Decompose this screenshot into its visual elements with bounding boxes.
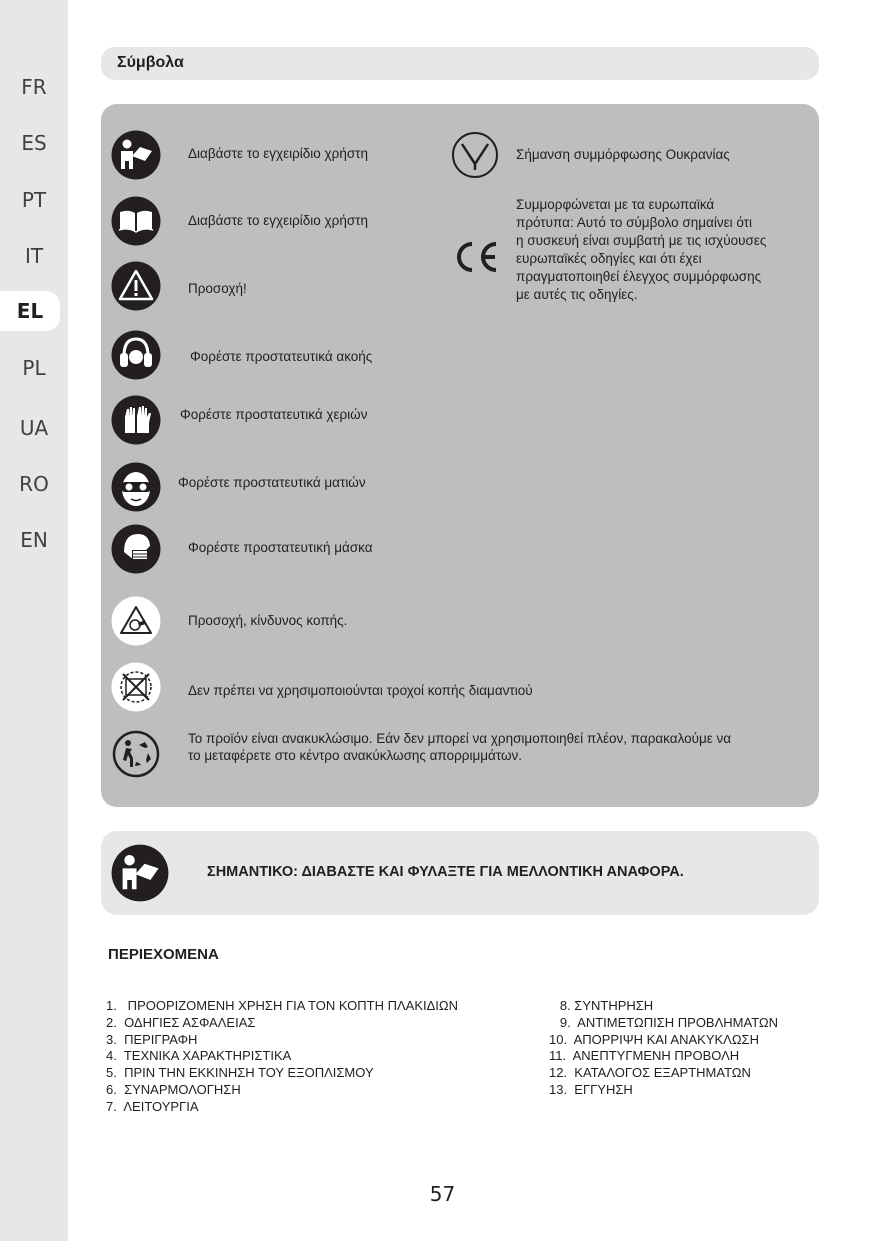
symbol-label: Φορέστε προστατευτικά ματιών [178,475,366,490]
symbol-label-line2: το μεταφέρετε στο κέντρο ανακύκλωσης απορριμμάτων. [188,748,522,763]
symbol-label: Προσοχή, κίνδυνος κοπής. [188,613,348,628]
symbol-label: Σήμανση συμμόρφωσης Ουκρανίας [516,147,730,162]
gloves-icon [111,395,161,445]
eye-protection-icon [111,462,161,512]
ear-protection-icon [111,330,161,380]
warning-triangle-icon [111,261,161,311]
contents-item[interactable]: 11. ΑΝΕΠΤΥΓΜΕΝΗ ΠΡΟΒΟΛΗ [549,1048,740,1064]
ukraine-conformity-icon [450,130,500,180]
lang-tab-pt[interactable]: PT [21,188,47,212]
lang-tab-es[interactable]: ES [21,131,47,155]
symbol-label: Διαβάστε το εγχειρίδιο χρήστη [188,146,368,161]
open-book-icon [111,196,161,246]
lang-tab-el[interactable]: EL [0,291,60,331]
symbol-label: Προσοχή! [188,281,247,296]
contents-item[interactable]: 9. ΑΝΤΙΜΕΤΩΠΙΣΗ ΠΡΟΒΛΗΜΑΤΩΝ [549,1014,779,1030]
symbol-label: Φορέστε προστατευτικά ακοής [190,349,373,364]
important-notice-text: ΣΗΜΑΝΤΙΚΟ: ΔΙΑΒΑΣΤΕ ΚΑΙ ΦΥΛΑΞΤΕ ΓΙΑ ΜΕΛΛΟΝΤΙΚΗ ΑΝΑΦΟΡΑ. [207,864,684,880]
contents-title: ΠΕΡΙΕΧΟΜΕΝΑ [108,946,219,963]
symbol-label: Δεν πρέπει να χρησιμοποιούνται τροχοί κοπής διαμαντιού [188,683,533,698]
lang-tab-pl[interactable]: PL [22,356,46,380]
no-diamond-wheel-icon [111,662,161,712]
recycle-person-icon [111,729,161,779]
lang-tab-fr[interactable]: FR [21,75,47,99]
read-manual-person-icon [111,130,161,180]
symbol-label: Φορέστε προστατευτικά χεριών [180,407,368,422]
lang-tab-it[interactable]: IT [24,244,44,268]
contents-item[interactable]: 2. ΟΔΗΓΙΕΣ ΑΣΦΑΛΕΙΑΣ [106,1014,256,1030]
contents-item[interactable]: 8. ΣΥΝΤΗΡΗΣΗ [549,998,654,1013]
read-manual-person-icon [111,844,169,902]
symbol-label: Διαβάστε το εγχειρίδιο χρήστη [188,213,368,228]
ce-description-line: πραγματοποιηθεί έλεγχος συμμόρφωσης [516,269,762,284]
language-sidebar [0,0,68,1241]
symbol-label-line1: Το προϊόν είναι ανακυκλώσιμο. Εάν δεν μπορεί να χρησιμοποιηθεί πλέον, παρακαλούμε να [188,731,732,746]
contents-item[interactable]: 10. ΑΠΟΡΡΙΨΗ ΚΑΙ ΑΝΑΚΥΚΛΩΣΗ [549,1031,759,1047]
contents-item[interactable]: 7. ΛΕΙΤΟΥΡΓΙΑ [106,1098,199,1114]
contents-list-left [106,998,458,1116]
lang-tab-ro[interactable]: RO [19,472,49,496]
ce-description-line: με αυτές τις οδηγίες. [516,287,638,302]
contents-item[interactable]: 5. ΠΡΙΝ ΤΗΝ ΕΚΚΙΝΗΣΗ ΤΟΥ ΕΞΟΠΛΙΣΜΟΥ [106,1065,374,1081]
section-title: Σύμβολα [117,54,184,71]
ce-description-line: πρότυπα: Αυτό το σύμβολο σημαίνει ότι [516,215,752,230]
page-number: 57 [429,1182,456,1206]
contents-item[interactable]: 3. ΠΕΡΙΓΡΑΦΗ [106,1031,198,1047]
ce-description-line: ευρωπαϊκές οδηγίες και ότι έχει [516,251,702,266]
ce-mark-icon [450,232,500,282]
contents-item[interactable]: 1. ΠΡΟΟΡΙΖΟΜΕΝΗ ΧΡΗΣΗ ΓΙΑ ΤΟΝ ΚΟΠΤΗ ΠΛΑΚΙΔΙΩΝ [106,998,459,1013]
contents-item[interactable]: 4. ΤΕΧΝΙΚΑ ΧΑΡΑΚΤΗΡΙΣΤΙΚΑ [106,1048,292,1064]
lang-tab-en[interactable]: EN [20,528,48,552]
contents-item[interactable]: 6. ΣΥΝΑΡΜΟΛΟΓΗΣΗ [106,1081,241,1097]
contents-item[interactable]: 13. ΕΓΓΥΗΣΗ [549,1081,633,1097]
dust-mask-icon [111,524,161,574]
ce-description-line: η συσκευή είναι συμβατή με τις ισχύουσες [516,233,767,248]
ce-description-line: Συμμορφώνεται με τα ευρωπαϊκά [516,197,715,212]
section-title-bar [101,47,819,80]
lang-tab-ua[interactable]: UA [19,416,49,440]
contents-list-right [549,998,778,1099]
symbol-label: Φορέστε προστατευτική μάσκα [188,540,373,555]
contents-item[interactable]: 12. ΚΑΤΑΛΟΓΟΣ ΕΞΑΡΤΗΜΑΤΩΝ [549,1065,751,1081]
cut-hazard-icon [111,596,161,646]
